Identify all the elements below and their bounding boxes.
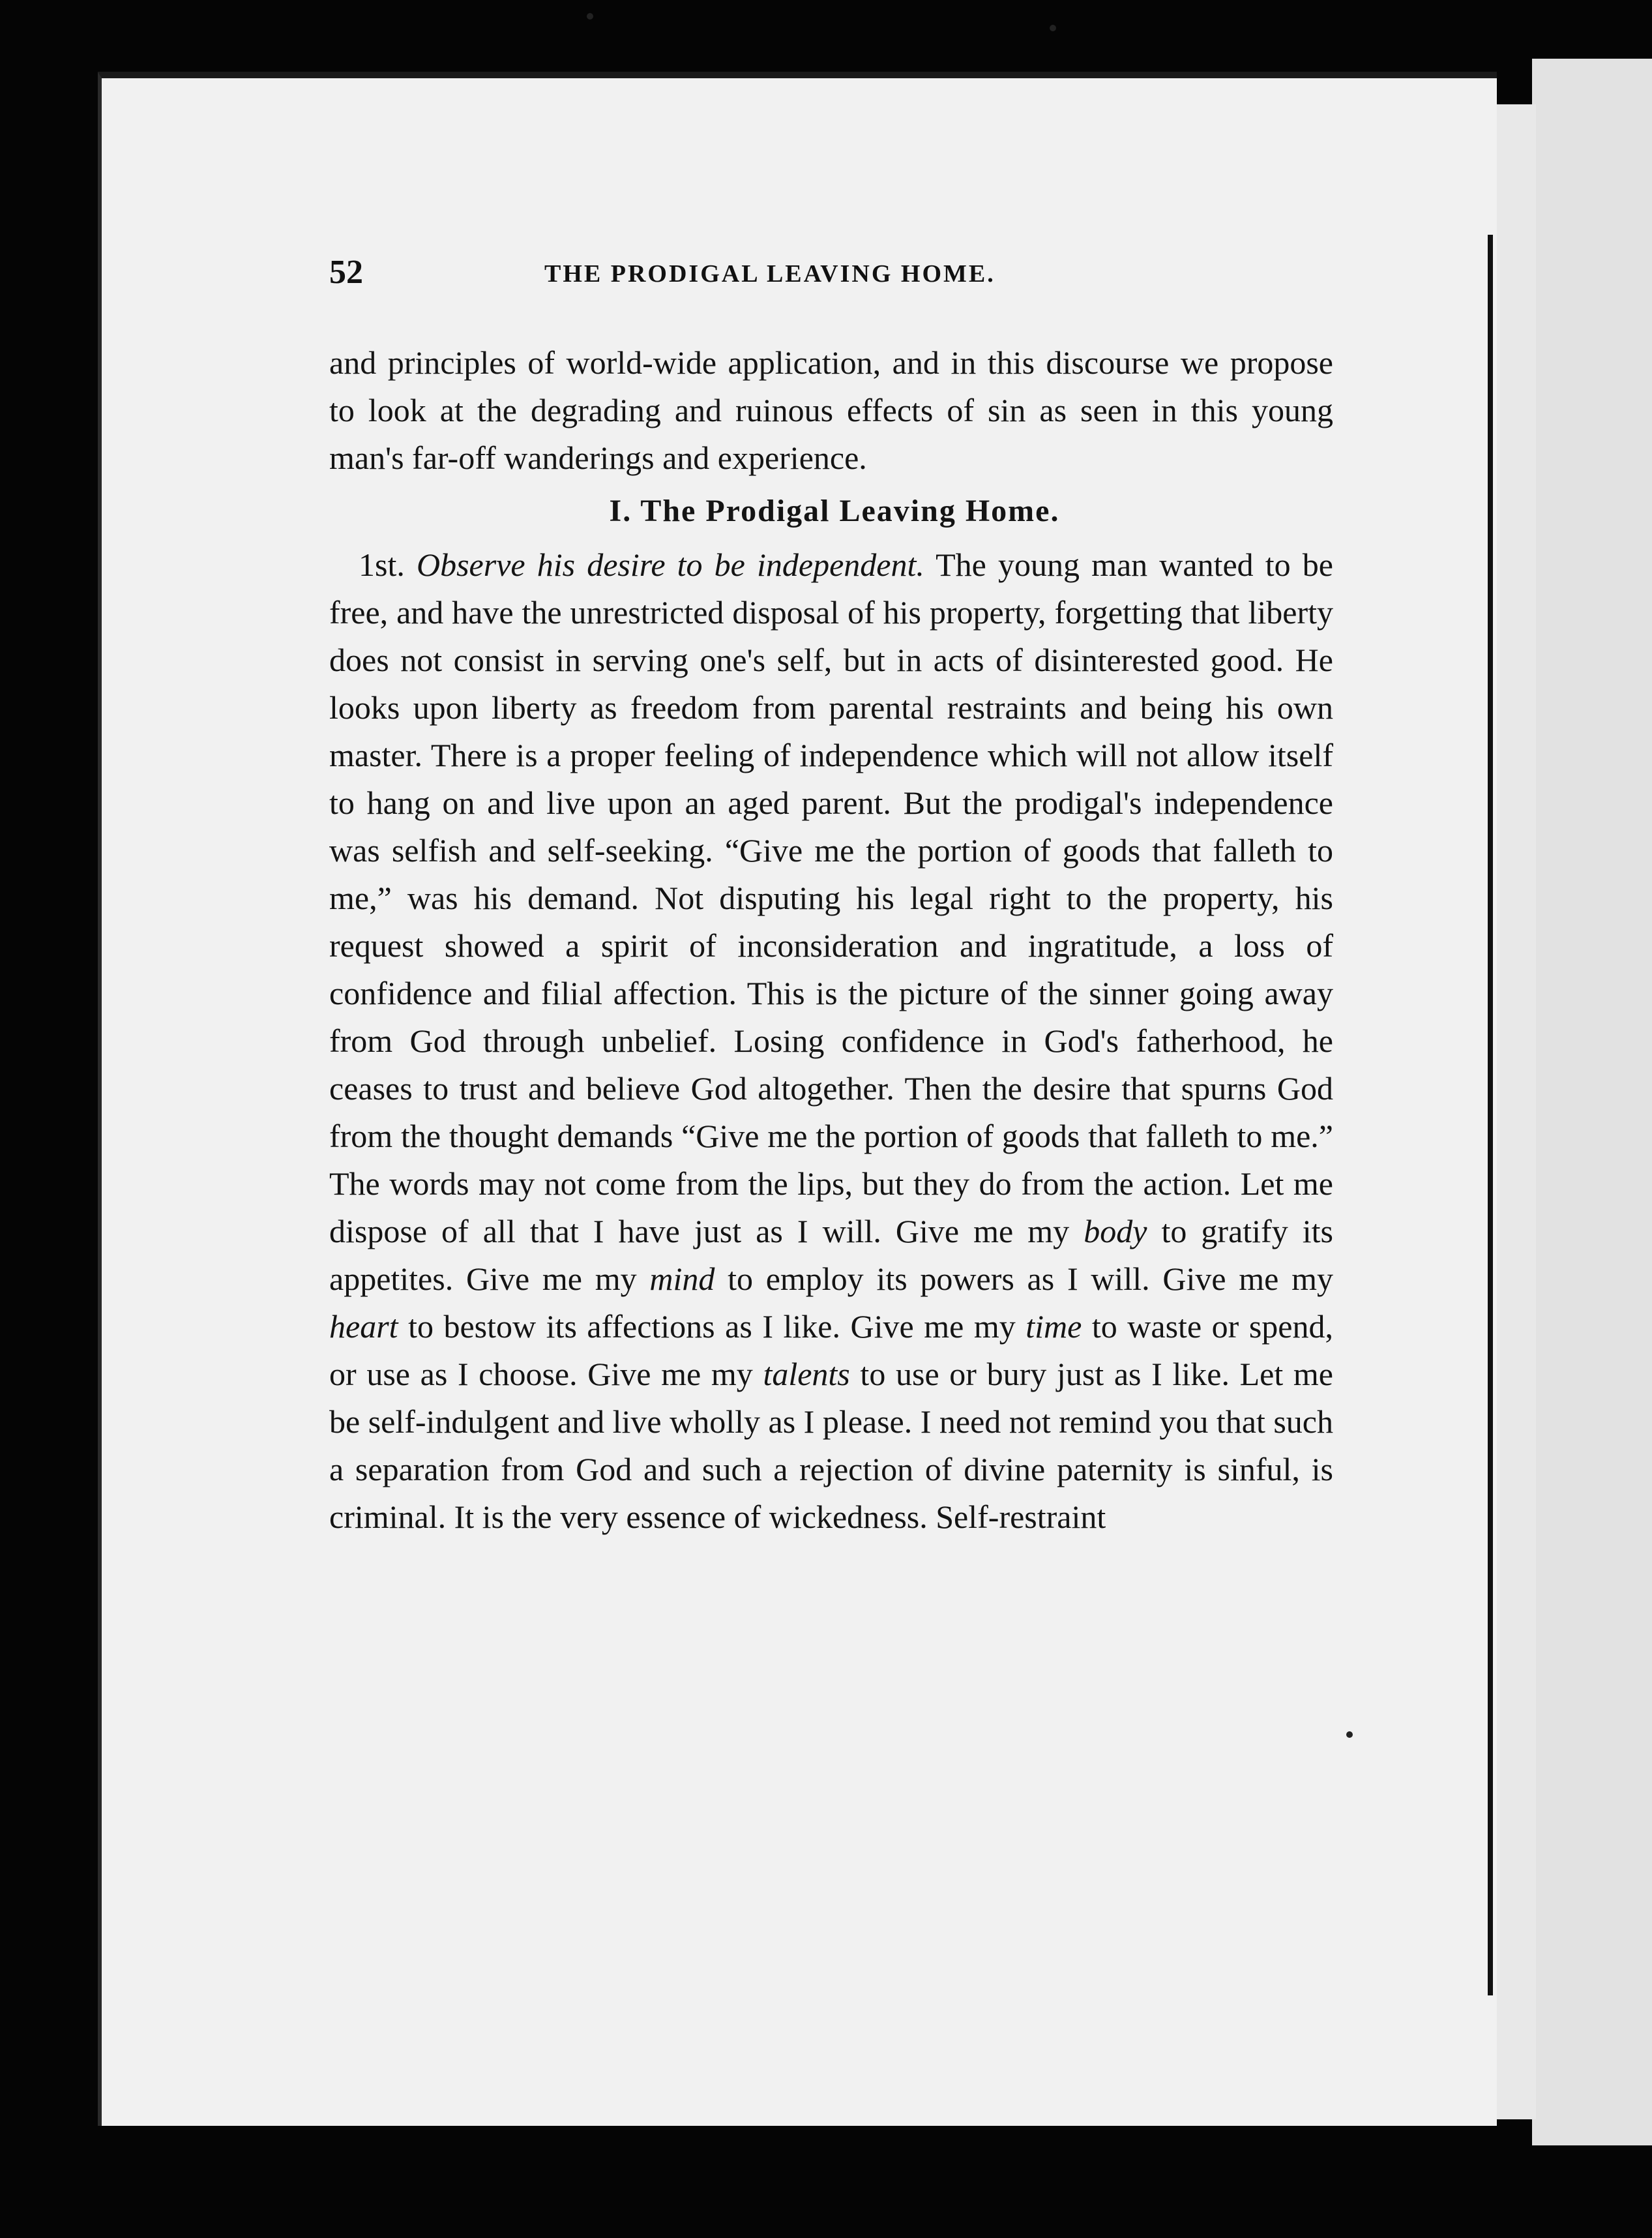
page-number: 52	[329, 254, 363, 291]
section-heading: I. The Prodigal Leaving Home.	[609, 494, 1060, 528]
italic-word: body	[1084, 1213, 1147, 1249]
binding-shadow	[1488, 235, 1493, 1995]
page-body	[329, 339, 1333, 1541]
italic-word: time	[1025, 1308, 1082, 1345]
running-head: THE PRODIGAL LEAVING HOME.	[544, 260, 996, 288]
italic-word: mind	[649, 1261, 715, 1297]
adjacent-page-strip	[1532, 59, 1652, 2145]
para-text: to use or bury just as I like. Let me be self-indulgent and live wholly as I please. I need not remind you that such a separation from God and such a rejection of divine paternity is sinful, is criminal. It is the very essence of wickedness. Self-restraint	[329, 1356, 1333, 1535]
scan-speck	[587, 13, 593, 20]
para-text: The young man wanted to be free, and have the unrestricted disposal of his property, forgetting that liberty does not consist in serving one's self, but in acts of disinterested good. He looks upon liberty as freedom from parental restraints and being his own master. There is a proper feeling of independence which will not allow itself to hang on and live upon an aged parent. But the prodigal's independence was selfish and self-seeking. “Give me the portion of goods that falleth to me,” was his demand. Not disputing his legal right to the property, his request showed a spirit of inconsideration and ingratitude, a loss of confidence and filial affection. This is the picture of the sinner going away from God through unbelief. Losing confidence in God's fatherhood, he ceases to trust and believe God altogether. Then the desire that spurns God from the thought demands “Give me the portion of goods that falleth to me.” The words may not come from the lips, but they do from the action. Let me dispose of all that I have just as I will. Give me my	[329, 546, 1334, 1249]
italic-lead: Observe his desire to be independent.	[416, 546, 924, 583]
para-text: to bestow its affections as I like. Give me my	[398, 1308, 1026, 1345]
italic-word: talents	[763, 1356, 850, 1392]
paragraph-independence	[329, 541, 1333, 1541]
para-lead: 1st.	[359, 546, 417, 583]
page-header	[329, 253, 1320, 305]
italic-word: heart	[329, 1308, 398, 1345]
page-edge	[1493, 104, 1536, 2119]
scan-speck	[1050, 25, 1056, 31]
opening-paragraph: and principles of world-wide application, and in this discourse we propose to look at the degrading and ruinous effects of sin as seen in this young man's far-off wanderings and experience.	[329, 344, 1333, 476]
para-text: to employ its powers as I will. Give me my	[715, 1261, 1333, 1297]
para-text: to gratify its appetites. Give me my	[329, 1213, 1333, 1297]
para-text: to waste or spend, or use as I choose. Give me my	[329, 1308, 1333, 1392]
scan-speck	[1346, 1731, 1353, 1738]
